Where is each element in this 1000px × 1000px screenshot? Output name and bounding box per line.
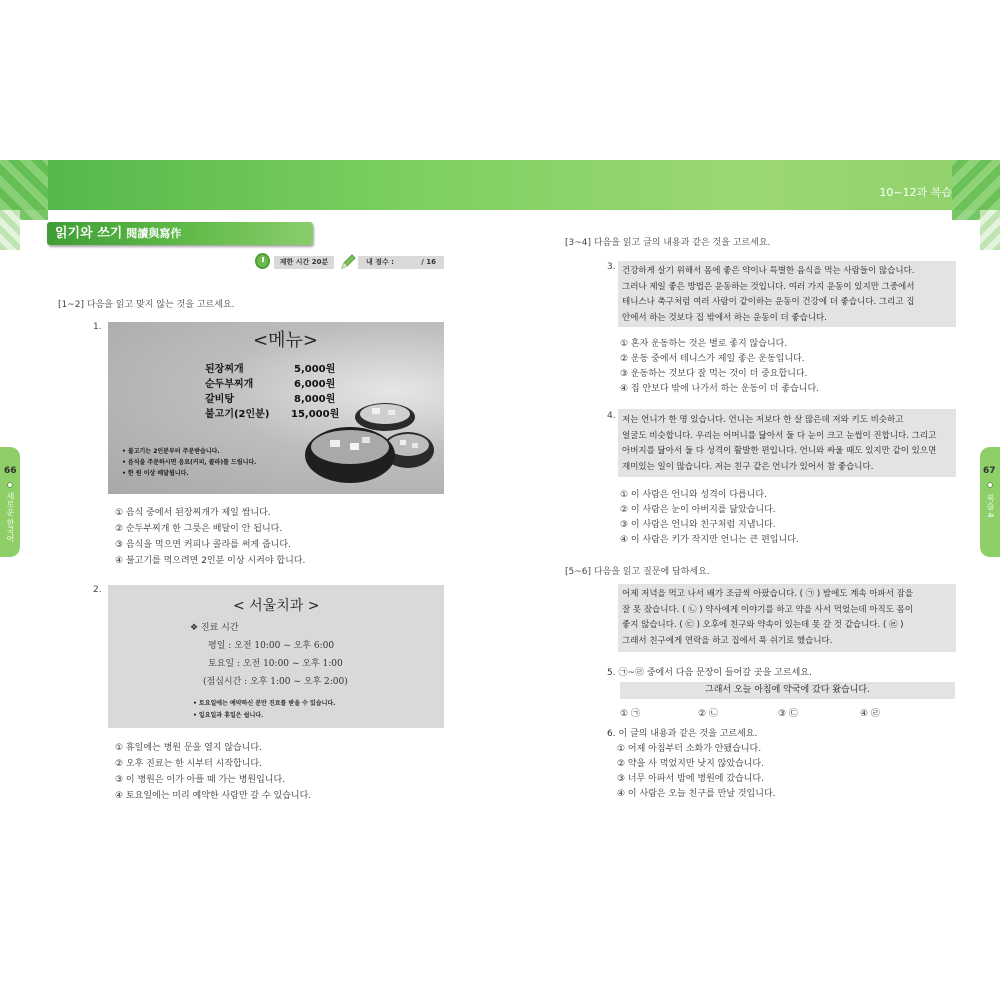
clinic-title: < 서울치과 > xyxy=(233,598,320,614)
q2-option[interactable]: ④ 토요일에는 미리 예약한 사람만 갈 수 있습니다. xyxy=(115,791,312,801)
q2-number: 2. xyxy=(93,585,102,595)
q5-sentence: 그래서 오늘 아침에 약국에 갔다 왔습니다. xyxy=(620,682,955,699)
q4-passage xyxy=(618,409,956,477)
pattern-left xyxy=(0,210,20,250)
score-box xyxy=(358,256,444,269)
chapter-label: 10~12과 복습 xyxy=(879,186,952,199)
q4-option[interactable]: ① 이 사람은 언니와 성격이 다릅니다. xyxy=(620,490,767,500)
q2-option[interactable]: ② 오후 진료는 한 시부터 시작합니다. xyxy=(115,759,262,769)
q2-option[interactable]: ③ 이 병원은 이가 아플 때 가는 병원입니다. xyxy=(115,775,286,785)
section-title xyxy=(47,222,313,245)
q1-option[interactable]: ④ 불고기를 먹으려면 2인분 이상 시켜야 합니다. xyxy=(115,556,306,566)
q3-option[interactable]: ③ 운동하는 것보다 잘 먹는 것이 더 중요합니다. xyxy=(620,369,808,379)
q3-option[interactable]: ④ 집 안보다 밖에 나가서 하는 운동이 더 좋습니다. xyxy=(620,384,820,394)
q1-option[interactable]: ② 순두부찌개 한 그릇은 배달이 안 됩니다. xyxy=(115,524,283,534)
q4-number: 4. xyxy=(607,411,616,421)
passage-line: 테니스나 축구처럼 여러 사람이 같이하는 운동이 건강에 더 좋습니다. 그리고 집 xyxy=(622,297,915,307)
q56-passage xyxy=(618,584,956,652)
menu-item-name: 된장찌개 xyxy=(205,364,244,375)
header-band xyxy=(0,160,1000,210)
clock-icon xyxy=(255,253,270,269)
score-label: 내 점수 : xyxy=(366,258,394,266)
q5-question: 5. ㉠~㉣ 중에서 다음 문장이 들어갈 곳을 고르세요. xyxy=(607,668,812,678)
hours-row: 토요일 : 오전 10:00 ~ 오후 1:00 xyxy=(208,659,343,669)
left-side-tab-text: 새로운 한국어 xyxy=(6,492,15,543)
passage-line: 좋지 않습니다. ( ㉢ ) 오후에 친구와 약속이 있는데 못 갈 것 같습니다. ( ㉣ ) xyxy=(622,620,904,630)
passage-line: 건강하게 살기 위해서 몸에 좋은 약이나 특별한 음식을 먹는 사람들이 많습니다. xyxy=(622,266,915,276)
right-tab-dot xyxy=(987,482,993,488)
q5-option[interactable]: ② ㉡ xyxy=(698,709,718,719)
q12-instruction: [1~2] 다음을 읽고 맞지 않는 것을 고르세요. xyxy=(58,300,235,310)
passage-line: 어제 저녁을 먹고 나서 배가 조금씩 아팠습니다. ( ㉠ ) 밤에도 계속 아파서 잠을 xyxy=(622,589,914,599)
q6-option[interactable]: ② 약을 사 먹었지만 낫지 않았습니다. xyxy=(617,759,764,769)
q3-number: 3. xyxy=(607,262,616,272)
q4-option[interactable]: ③ 이 사람은 언니와 친구처럼 지냅니다. xyxy=(620,520,776,530)
stew-bowls-image xyxy=(300,395,435,490)
passage-line: 재미있는 일이 많습니다. 저는 친구 같은 언니가 있어서 참 좋습니다. xyxy=(622,461,874,472)
q1-number: 1. xyxy=(93,322,102,332)
menu-item-price: 6,000원 xyxy=(294,379,336,390)
menu-item-price: 5,000원 xyxy=(294,364,336,375)
left-page-number: 66 xyxy=(4,466,17,476)
q6-option[interactable]: ④ 이 사람은 오늘 친구를 만날 것입니다. xyxy=(617,789,776,799)
q1-option[interactable]: ① 음식 중에서 된장찌개가 제일 쌉니다. xyxy=(115,508,271,518)
passage-line: 그러나 제일 좋은 방법은 운동하는 것입니다. 여러 가지 운동이 있지만 그중에서 xyxy=(622,281,915,292)
clinic-note: • 일요일과 휴일은 쉽니다. xyxy=(193,712,264,719)
passage-line: 그래서 친구에게 연락을 하고 집에서 푹 쉬기로 했습니다. xyxy=(622,635,833,646)
menu-item-name: 순두부찌개 xyxy=(205,379,254,390)
pencil-icon xyxy=(340,254,356,270)
menu-note: • 한 원 이상 배달됩니다. xyxy=(122,470,189,477)
passage-line: 얼굴도 비슷합니다. 우리는 어머니를 닮아서 둘 다 눈이 크고 눈썹이 진합니다. 그리고 xyxy=(622,430,937,441)
q4-option[interactable]: ④ 이 사람은 키가 작지만 언니는 큰 편입니다. xyxy=(620,535,799,545)
q3-option[interactable]: ② 운동 중에서 테니스가 제일 좋은 운동입니다. xyxy=(620,354,805,364)
menu-note: • 음식을 주문하시면 음료(커피, 콜라)를 드립니다. xyxy=(122,459,257,466)
section-title-hanja: 閱讀與寫作 xyxy=(126,227,182,240)
menu-note: • 불고기는 2인분부터 주문받습니다. xyxy=(122,448,220,455)
score-total: / 16 xyxy=(421,258,436,266)
q5-option[interactable]: ④ ㉣ xyxy=(860,709,880,719)
pattern-right xyxy=(980,210,1000,250)
q2-option[interactable]: ① 휴일에는 병원 문을 열지 않습니다. xyxy=(115,743,262,753)
q3-passage xyxy=(618,261,956,327)
menu-item-name: 갈비탕 xyxy=(205,394,234,405)
q3-option[interactable]: ① 혼자 운동하는 것은 별로 좋지 않습니다. xyxy=(620,339,788,349)
passage-line: 아버지를 닮아서 둘 다 성격이 활발한 편입니다. 언니와 싸울 때도 있지만 같이 있으면 xyxy=(622,446,937,456)
menu-item-name: 불고기(2인분) xyxy=(205,409,270,420)
q34-instruction: [3~4] 다음을 읽고 글의 내용과 같은 것을 고르세요. xyxy=(565,238,771,248)
q5-option[interactable]: ③ ㉢ xyxy=(778,709,798,719)
right-side-tab-text: 복습 4 xyxy=(986,494,995,518)
menu-item-price: 8,000원 xyxy=(294,394,336,405)
clinic-note: • 토요일에는 예약하신 분만 진료를 받을 수 있습니다. xyxy=(193,700,336,707)
passage-line: 안에서 하는 것보다 집 밖에서 하는 운동이 더 좋습니다. xyxy=(622,312,827,323)
section-title-text: 읽기와 쓰기 xyxy=(55,226,123,241)
hours-heading: ❖ 진료 시간 xyxy=(190,623,239,633)
left-tab-dot xyxy=(7,482,13,488)
q6-question: 6. 이 글의 내용과 같은 것을 고르세요. xyxy=(607,729,758,739)
q6-option[interactable]: ③ 너무 아파서 밤에 병원에 갔습니다. xyxy=(617,774,764,784)
menu-title: <메뉴> xyxy=(253,330,318,351)
hours-row: 평일 : 오전 10:00 ~ 오후 6:00 xyxy=(208,641,335,651)
right-page-number: 67 xyxy=(983,466,996,476)
q5-option[interactable]: ① ㉠ xyxy=(620,709,640,719)
time-limit: 제한 시간 20분 xyxy=(274,256,334,269)
q1-option[interactable]: ③ 음식을 먹으면 커피나 콜라를 써게 줍니다. xyxy=(115,540,291,550)
hours-row: (점심시간 : 오후 1:00 ~ 오후 2:00) xyxy=(203,677,348,687)
passage-line: 잘 못 잤습니다. ( ㉡ ) 약사에게 이야기를 하고 약을 사서 먹었는데 아직도 몸이 xyxy=(622,604,914,615)
passage-line: 저는 언니가 한 명 있습니다. 언니는 저보다 한 살 많은데 저와 키도 비슷하고 xyxy=(622,415,904,425)
q56-instruction: [5~6] 다음을 읽고 질문에 답하세요. xyxy=(565,567,710,577)
q4-option[interactable]: ② 이 사람은 눈이 아버지를 닮았습니다. xyxy=(620,505,776,515)
q6-option[interactable]: ① 어제 아침부터 소화가 안됐습니다. xyxy=(617,744,762,754)
menu-item-price: 15,000원 xyxy=(291,409,340,420)
